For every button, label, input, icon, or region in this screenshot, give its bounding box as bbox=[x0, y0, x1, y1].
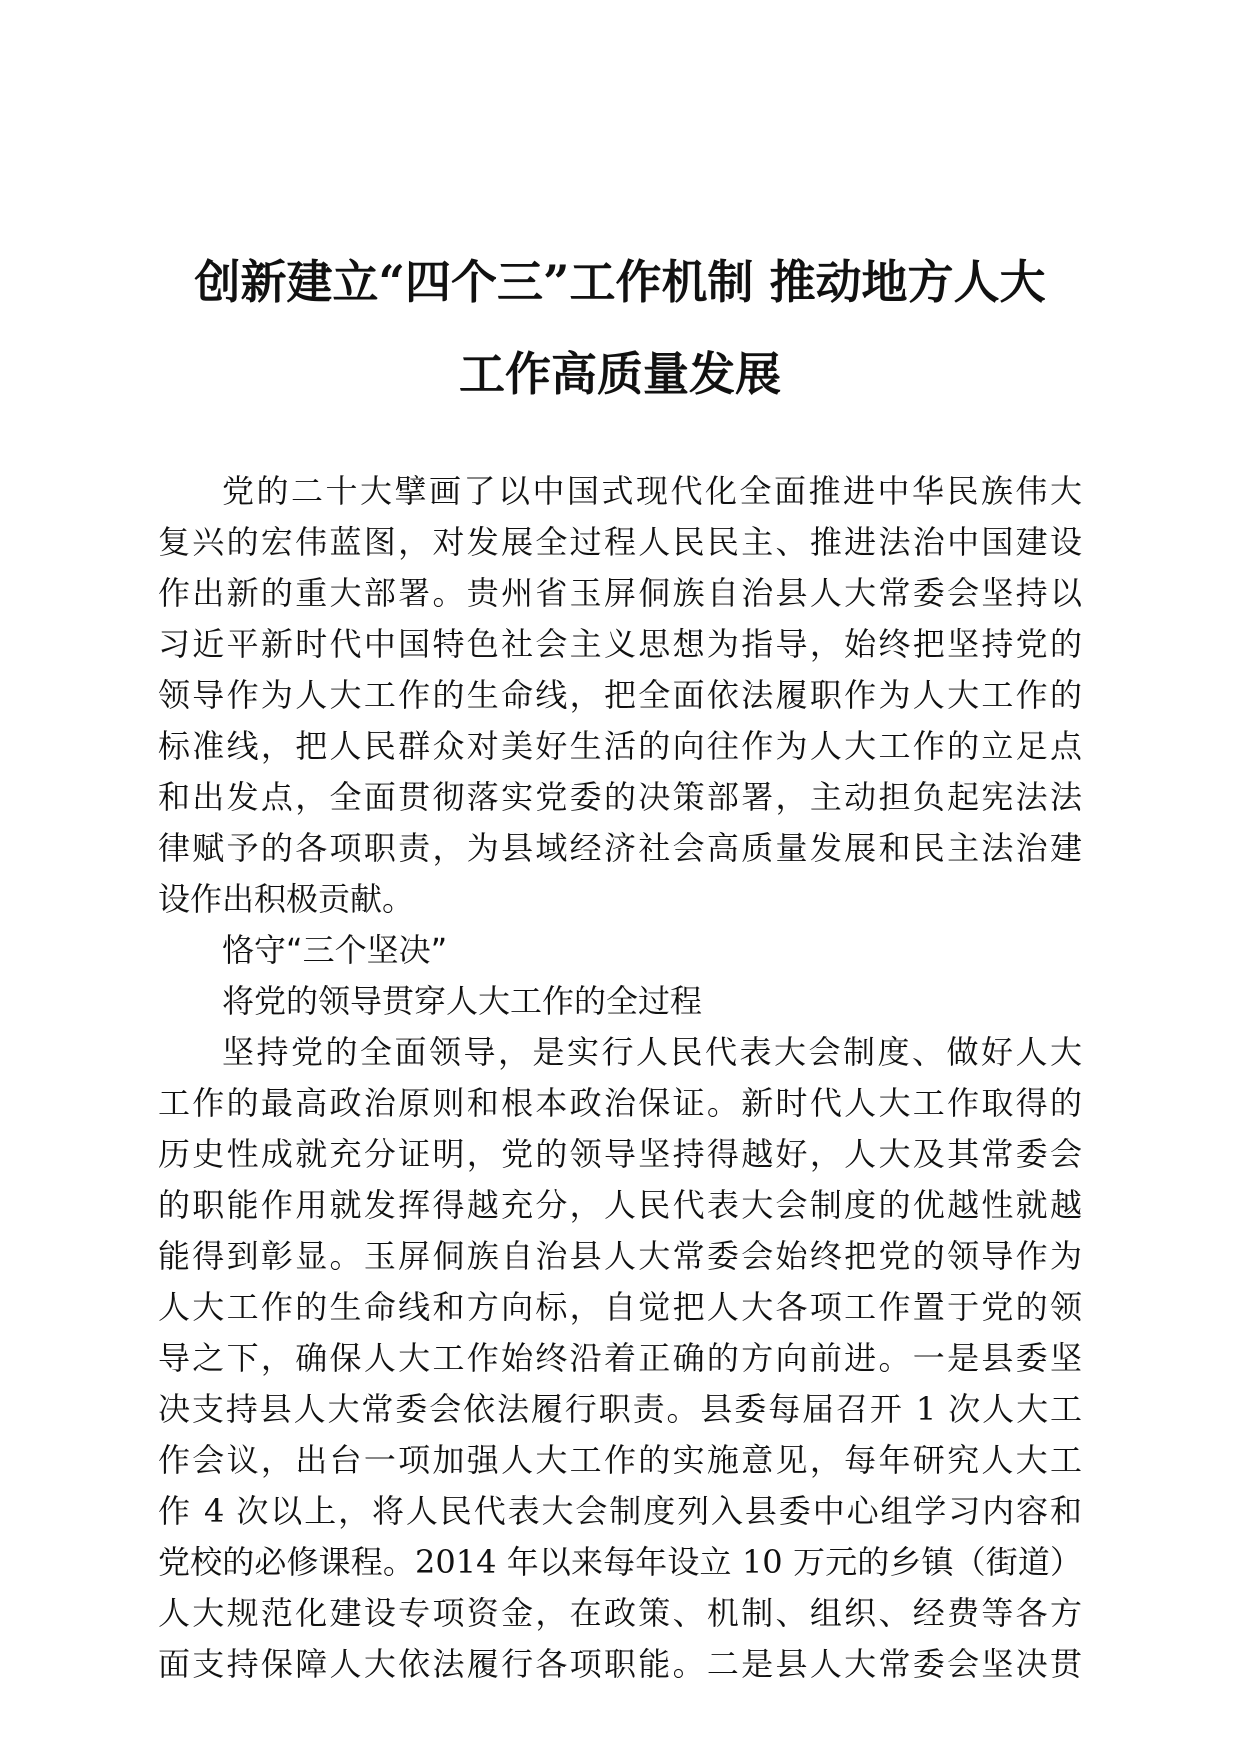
section-paragraph bbox=[158, 1027, 1082, 1690]
body-line: 的职能作用就发挥得越充分，人民代表大会制度的优越性就越 bbox=[158, 1186, 1082, 1224]
title-line: 工作高质量发展 bbox=[459, 347, 781, 401]
body-line: 坚持党的全面领导，是实行人民代表大会制度、做好人大 bbox=[222, 1033, 1082, 1071]
body-line: 决支持县人大常委会依法履行职责。县委每届召开 1 次人大工 bbox=[158, 1390, 1082, 1428]
body-line: 党的二十大擘画了以中国式现代化全面推进中华民族伟大 bbox=[222, 472, 1082, 510]
body-line: 设作出积极贡献。 bbox=[158, 880, 415, 918]
body-line: 能得到彰显。玉屏侗族自治县人大常委会始终把党的领导作为 bbox=[158, 1237, 1082, 1275]
body-line: 工作的最高政治原则和根本政治保证。新时代人大工作取得的 bbox=[158, 1084, 1082, 1122]
body-line: 和出发点，全面贯彻落实党委的决策部署，主动担负起宪法法 bbox=[158, 778, 1082, 816]
body-line: 作 4 次以上，将人民代表大会制度列入县委中心组学习内容和 bbox=[158, 1492, 1082, 1530]
title-line: 创新建立“四个三”工作机制 推动地方人大 bbox=[194, 255, 1046, 309]
body-line: 历史性成就充分证明，党的领导坚持得越好，人大及其常委会 bbox=[158, 1135, 1082, 1173]
body-line: 人大规范化建设专项资金，在政策、机制、组织、经费等各方 bbox=[158, 1594, 1082, 1632]
body-line: 领导作为人大工作的生命线，把全面依法履职作为人大工作的 bbox=[158, 676, 1082, 714]
body-line: 作出新的重大部署。贵州省玉屏侗族自治县人大常委会坚持以 bbox=[158, 574, 1082, 612]
body-line: 复兴的宏伟蓝图，对发展全过程人民民主、推进法治中国建设 bbox=[158, 523, 1082, 561]
body-line: 习近平新时代中国特色社会主义思想为指导，始终把坚持党的 bbox=[158, 625, 1082, 663]
body-line: 人大工作的生命线和方向标，自觉把人大各项工作置于党的领 bbox=[158, 1288, 1082, 1326]
intro-paragraph bbox=[158, 466, 1082, 925]
body-line: 标准线，把人民群众对美好生活的向往作为人大工作的立足点 bbox=[158, 727, 1082, 765]
subsection-heading: 将党的领导贯穿人大工作的全过程 bbox=[222, 982, 703, 1020]
body-line: 党校的必修课程。2014 年以来每年设立 10 万元的乡镇（街道） bbox=[158, 1543, 1082, 1581]
document-title bbox=[120, 236, 1120, 420]
body-line: 作会议，出台一项加强人大工作的实施意见，每年研究人大工 bbox=[158, 1441, 1082, 1479]
body-line: 面支持保障人大依法履行各项职能。二是县人大常委会坚决贯 bbox=[158, 1645, 1082, 1683]
document-body bbox=[158, 466, 1082, 1690]
body-line: 律赋予的各项职责，为县域经济社会高质量发展和民主法治建 bbox=[158, 829, 1082, 867]
section-heading: 恪守“三个坚决” bbox=[222, 931, 448, 969]
body-line: 导之下，确保人大工作始终沿着正确的方向前进。一是县委坚 bbox=[158, 1339, 1082, 1377]
